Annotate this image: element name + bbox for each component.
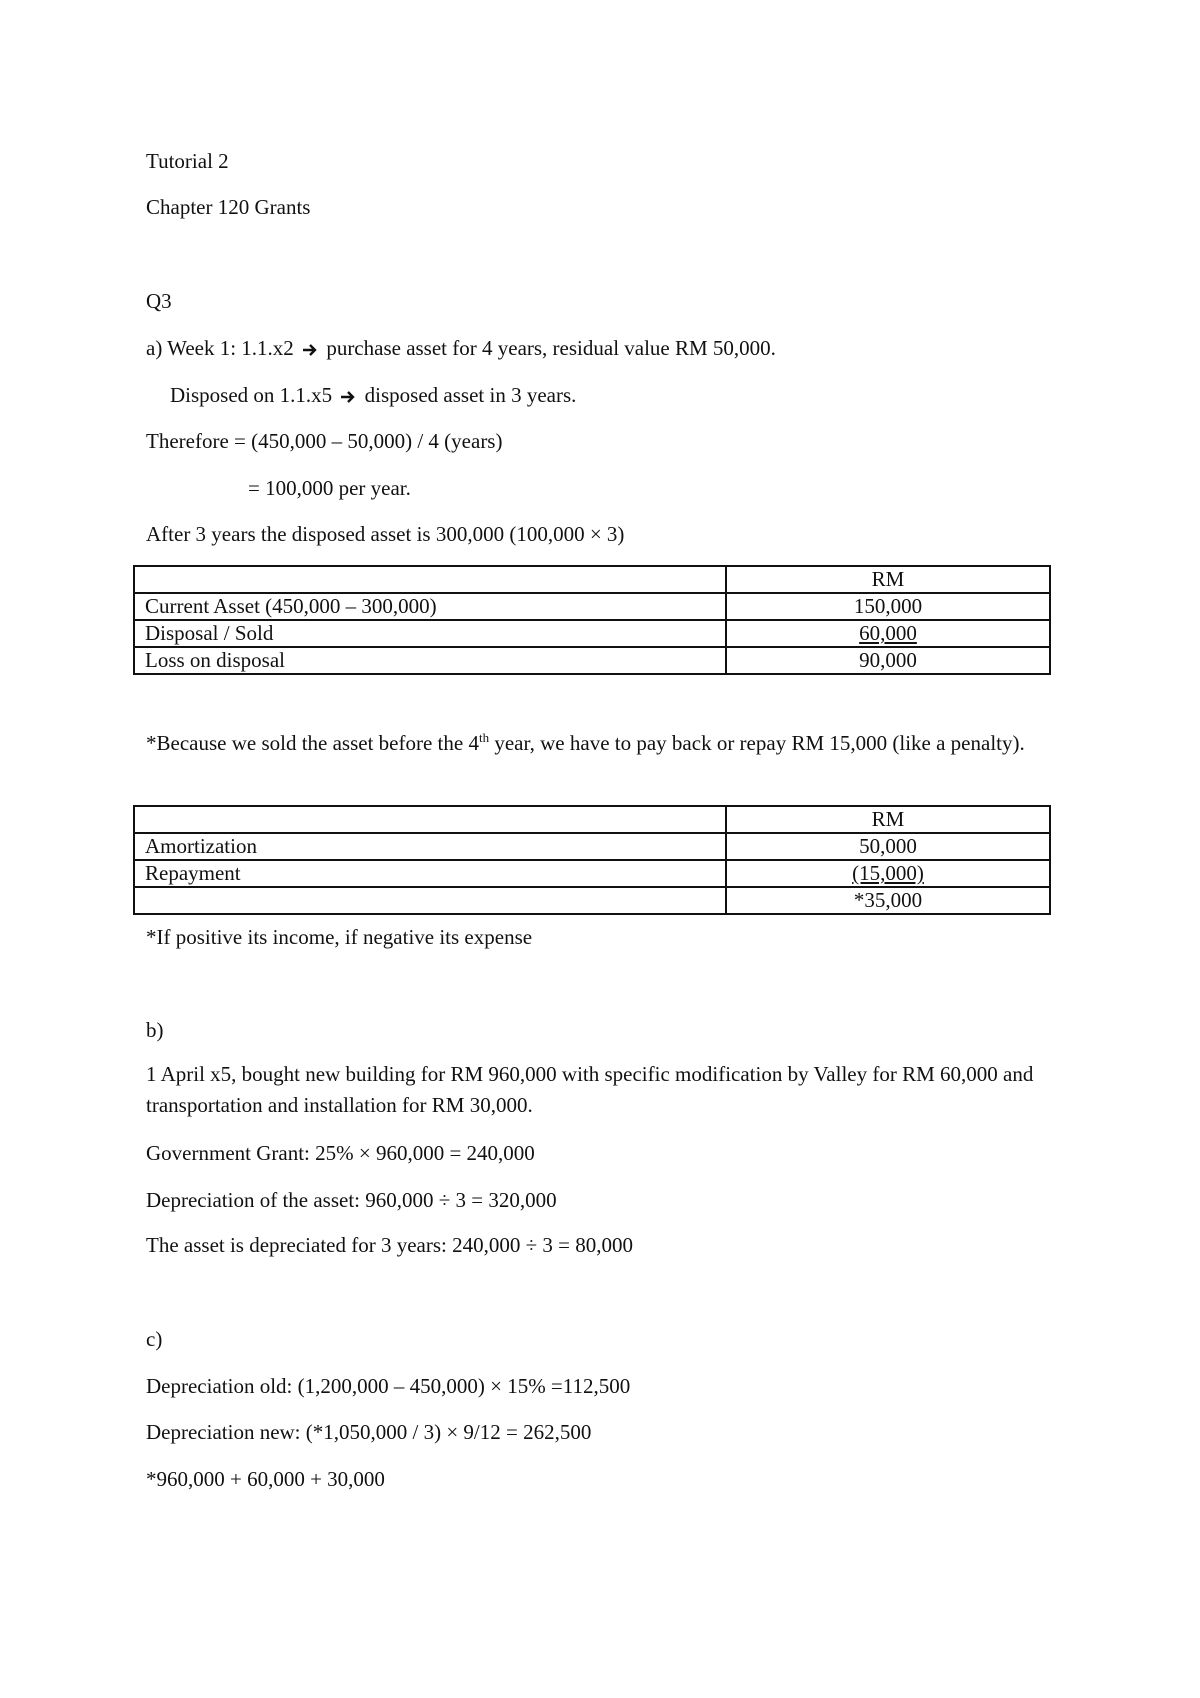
part-a-line-2-prefix: Disposed on 1.1.x5 [170,383,333,407]
part-b-line-3: Depreciation of the asset: 960,000 ÷ 3 = 320,000 [146,1188,557,1212]
row-value: 150,000 [726,593,1050,620]
penalty-note [146,728,1066,759]
part-b-label: b) [146,1018,164,1042]
part-c-line-3: *960,000 + 60,000 + 30,000 [146,1467,385,1491]
row-value: 90,000 [726,647,1050,674]
penalty-note-text-continued: year, we have to pay back or repay RM 15,000 (like a penalty). [489,731,1025,755]
table-row [134,593,1050,620]
part-a-line-4: = 100,000 per year. [248,476,411,500]
right-arrow-icon [340,390,356,404]
part-a-line-5: After 3 years the disposed asset is 300,000 (100,000 × 3) [146,522,625,546]
part-a-line-1-prefix: a) Week 1: 1.1.x2 [146,336,294,360]
row-label [134,887,726,914]
penalty-note-text: *Because we sold the asset before the 4 [146,731,479,755]
disposal-table [133,565,1051,675]
row-label: Amortization [134,833,726,860]
part-a-line-2-suffix: disposed asset in 3 years. [364,383,577,407]
right-arrow-icon [302,343,318,357]
row-label: Disposal / Sold [134,620,726,647]
part-c-line-1: Depreciation old: (1,200,000 – 450,000) × 15% =112,500 [146,1374,631,1398]
part-b-line-4: The asset is depreciated for 3 years: 240,000 ÷ 3 = 80,000 [146,1233,633,1257]
row-label: Current Asset (450,000 – 300,000) [134,593,726,620]
table-row [134,860,1050,887]
amortization-table [133,805,1051,915]
part-a-line-1 [146,335,776,361]
part-a-line-3: Therefore = (450,000 – 50,000) / 4 (years) [146,429,503,453]
row-label: Repayment [134,860,726,887]
part-c-line-2: Depreciation new: (*1,050,000 / 3) × 9/12 = 262,500 [146,1420,592,1444]
table-row [134,566,1050,593]
table-row [134,887,1050,914]
ordinal-suffix: th [478,730,490,745]
row-value: *35,000 [726,887,1050,914]
part-c-label: c) [146,1327,163,1351]
table-row [134,647,1050,674]
footnote: *If positive its income, if negative its expense [146,925,533,949]
part-b-line-2: Government Grant: 25% × 960,000 = 240,000 [146,1141,535,1165]
table-row [134,806,1050,833]
row-label: Loss on disposal [134,647,726,674]
column-header-rm: RM [726,806,1050,833]
row-value: (15,000) [852,861,924,885]
question-label: Q3 [146,289,172,313]
table-row [134,620,1050,647]
row-value: 50,000 [726,833,1050,860]
row-value: 60,000 [859,621,917,645]
column-header-rm: RM [726,566,1050,593]
table-row [134,833,1050,860]
tutorial-title: Tutorial 2 [146,149,229,173]
part-a-line-2 [170,382,576,408]
part-a-line-1-suffix: purchase asset for 4 years, residual value RM 50,000. [326,336,776,360]
part-b-line-1: 1 April x5, bought new building for RM 960,000 with specific modification by Valley for RM 60,000 and transportation and installation for RM 30,000. [146,1062,1034,1117]
chapter-title: Chapter 120 Grants [146,195,311,219]
